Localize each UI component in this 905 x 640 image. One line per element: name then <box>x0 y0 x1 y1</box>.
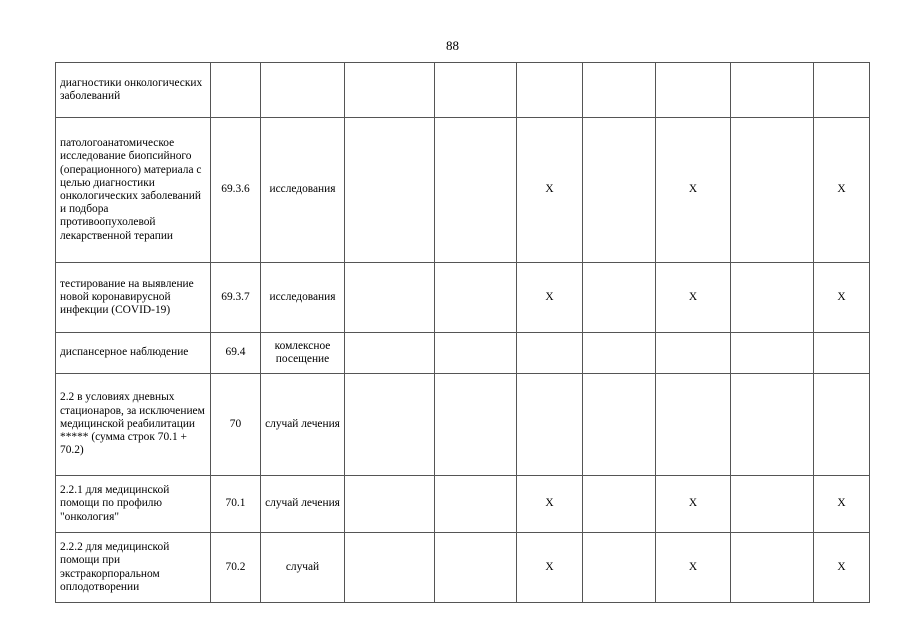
cell-col6: X <box>517 533 583 603</box>
cell-col10 <box>814 374 870 476</box>
cell-unit: случай лечения <box>261 374 345 476</box>
cell-col7 <box>583 333 656 374</box>
cell-name: тестирование на выявление новой коронавирусной инфекции (COVID-19) <box>56 263 211 333</box>
cell-col7 <box>583 374 656 476</box>
table-row <box>56 333 870 374</box>
cell-col10: X <box>814 476 870 533</box>
cell-col5 <box>435 476 517 533</box>
cell-col8: X <box>656 118 731 263</box>
cell-col6: X <box>517 118 583 263</box>
cell-name: диагностики онкологических заболеваний <box>56 63 211 118</box>
cell-name: 2.2.2 для медицинской помощи при экстракорпоральном оплодотворении <box>56 533 211 603</box>
cell-col9 <box>731 374 814 476</box>
cell-col7 <box>583 63 656 118</box>
cell-unit: комлексное посещение <box>261 333 345 374</box>
cell-col10: X <box>814 263 870 333</box>
cell-col4 <box>345 118 435 263</box>
cell-col9 <box>731 263 814 333</box>
cell-col4 <box>345 374 435 476</box>
cell-col7 <box>583 476 656 533</box>
cell-col8: X <box>656 263 731 333</box>
cell-col9 <box>731 118 814 263</box>
table-row <box>56 476 870 533</box>
cell-col8 <box>656 63 731 118</box>
cell-col7 <box>583 263 656 333</box>
cell-col4 <box>345 476 435 533</box>
cell-code: 70.1 <box>211 476 261 533</box>
cell-col5 <box>435 118 517 263</box>
cell-col8 <box>656 374 731 476</box>
cell-col7 <box>583 118 656 263</box>
cell-col8 <box>656 333 731 374</box>
cell-col9 <box>731 533 814 603</box>
cell-col5 <box>435 263 517 333</box>
cell-col4 <box>345 533 435 603</box>
table-row <box>56 118 870 263</box>
cell-col10: X <box>814 118 870 263</box>
cell-col9 <box>731 63 814 118</box>
table-body <box>56 63 870 603</box>
cell-col6 <box>517 374 583 476</box>
cell-col10 <box>814 63 870 118</box>
cell-col6 <box>517 63 583 118</box>
cell-code: 70 <box>211 374 261 476</box>
cell-col5 <box>435 374 517 476</box>
cell-name: 2.2.1 для медицинской помощи по профилю "онкология" <box>56 476 211 533</box>
data-table <box>55 62 870 603</box>
cell-col4 <box>345 63 435 118</box>
cell-unit: исследования <box>261 263 345 333</box>
cell-col6: X <box>517 476 583 533</box>
cell-code: 69.4 <box>211 333 261 374</box>
cell-col10: X <box>814 533 870 603</box>
cell-code: 70.2 <box>211 533 261 603</box>
cell-code: 69.3.6 <box>211 118 261 263</box>
cell-unit <box>261 63 345 118</box>
cell-name: патологоанатомическое исследование биопсийного (операционного) материала с целью диагностики онкологических заболеваний и подбора противоопухолевой лекарственной терапии <box>56 118 211 263</box>
cell-col8: X <box>656 533 731 603</box>
table-row <box>56 63 870 118</box>
table-row <box>56 533 870 603</box>
cell-unit: исследования <box>261 118 345 263</box>
cell-col4 <box>345 263 435 333</box>
cell-code <box>211 63 261 118</box>
cell-name: 2.2 в условиях дневных стационаров, за исключением медицинской реабилитации ***** (сумма строк 70.1 + 70.2) <box>56 374 211 476</box>
table-row <box>56 374 870 476</box>
table-row <box>56 263 870 333</box>
cell-name: диспансерное наблюдение <box>56 333 211 374</box>
cell-col9 <box>731 476 814 533</box>
page-number: 88 <box>446 38 459 53</box>
cell-col9 <box>731 333 814 374</box>
cell-col4 <box>345 333 435 374</box>
cell-col7 <box>583 533 656 603</box>
cell-code: 69.3.7 <box>211 263 261 333</box>
cell-unit: случай лечения <box>261 476 345 533</box>
cell-col10 <box>814 333 870 374</box>
cell-col6 <box>517 333 583 374</box>
cell-col6: X <box>517 263 583 333</box>
cell-col5 <box>435 333 517 374</box>
cell-col5 <box>435 63 517 118</box>
cell-col8: X <box>656 476 731 533</box>
cell-unit: случай <box>261 533 345 603</box>
cell-col5 <box>435 533 517 603</box>
